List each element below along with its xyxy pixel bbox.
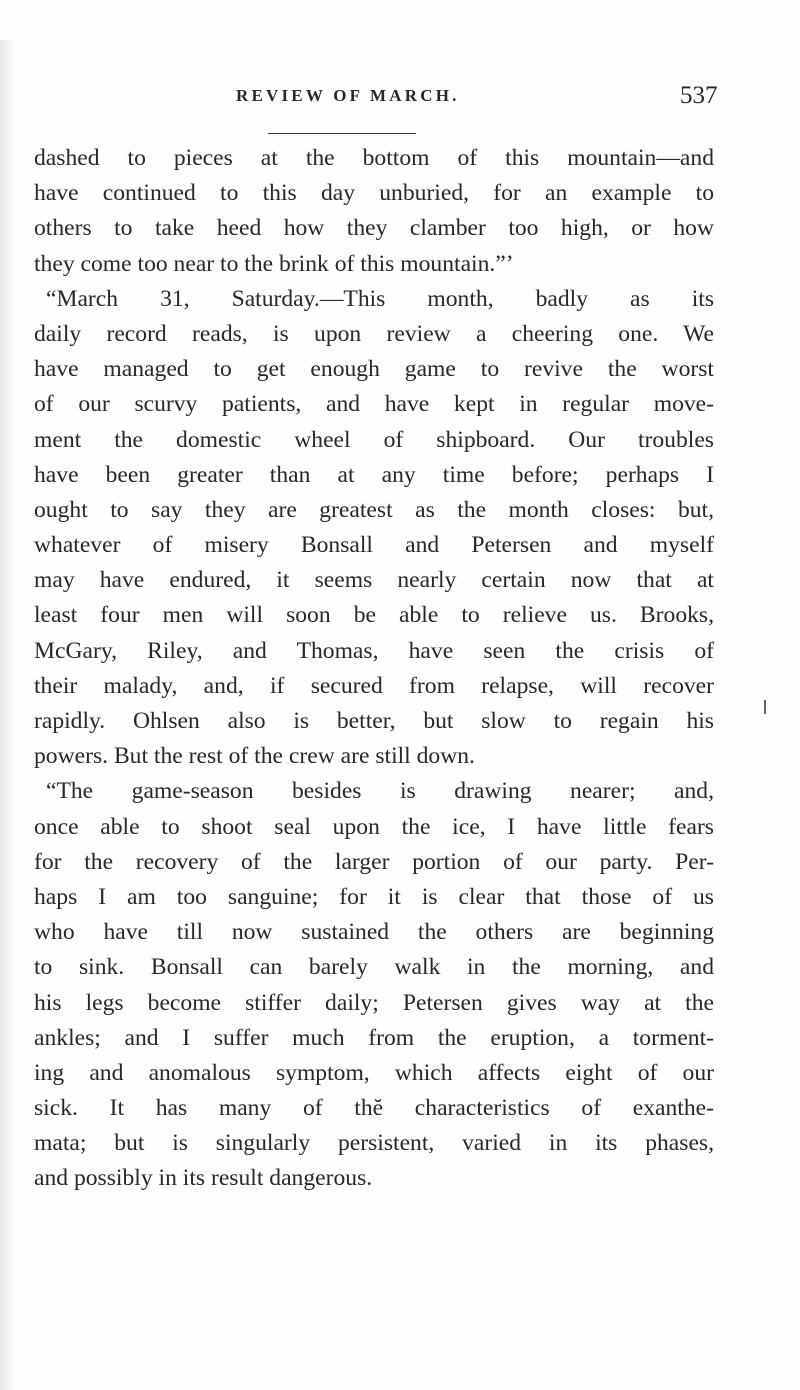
text-line: daily record reads, is upon review a cheering one. We xyxy=(34,320,714,347)
text-line: least four men will soon be able to relieve us. Brooks, xyxy=(34,602,714,629)
page-number: 537 xyxy=(680,82,718,109)
text-line: McGary, Riley, and Thomas, have seen the crisis of xyxy=(34,637,714,664)
text-line: ing and anomalous symptom, which affects eight of our xyxy=(34,1059,714,1086)
text-line: his legs become stiffer daily; Petersen gives way at the xyxy=(34,989,714,1016)
header-rule xyxy=(268,133,416,134)
text-line: may have endured, it seems nearly certain now that at xyxy=(34,567,714,594)
text-line: mata; but is singularly persistent, varied in its phases, xyxy=(34,1130,714,1157)
paragraph-start-line: “The game-season besides is drawing nearer; and, xyxy=(46,778,714,805)
text-line: ankles; and I suffer much from the eruption, a torment- xyxy=(34,1024,714,1051)
binding-shadow xyxy=(0,40,14,1390)
text-line: haps I am too sanguine; for it is clear that those of us xyxy=(34,883,714,910)
text-line: have managed to get enough game to revive the worst xyxy=(34,356,714,383)
running-head: REVIEW OF MARCH. xyxy=(236,86,460,105)
text-line: to sink. Bonsall can barely walk in the morning, and xyxy=(34,954,714,981)
text-line: have been greater than at any time before; perhaps I xyxy=(34,461,714,488)
text-line: for the recovery of the larger portion of our party. Per- xyxy=(34,848,714,875)
text-line: and possibly in its result dangerous. xyxy=(34,1165,373,1192)
text-line: powers. But the rest of the crew are still down. xyxy=(34,743,475,770)
text-line: others to take heed how they clamber too high, or how xyxy=(34,215,714,242)
page-header xyxy=(0,80,800,120)
text-line: their malady, and, if secured from relapse, will recover xyxy=(34,672,714,699)
text-line: rapidly. Ohlsen also is better, but slow to regain his xyxy=(34,708,714,734)
text-line: ment the domestic wheel of shipboard. Our troubles xyxy=(34,426,714,453)
text-line: of our scurvy patients, and have kept in regular move- xyxy=(34,391,714,418)
text-line: dashed to pieces at the bottom of this mountain—and xyxy=(34,145,714,171)
text-line: have continued to this day unburied, for an example to xyxy=(34,180,714,207)
body-text xyxy=(34,141,714,1197)
paragraph-start-line: “March 31, Saturday.—This month, badly as its xyxy=(46,285,714,312)
text-line: once able to shoot seal upon the ice, I have little fears xyxy=(34,813,714,840)
text-line: who have till now sustained the others are beginning xyxy=(34,919,714,946)
text-line: whatever of misery Bonsall and Petersen and myself xyxy=(34,532,714,559)
text-line: ought to say they are greatest as the month closes: but, xyxy=(34,496,714,523)
text-line: they come too near to the brink of this mountain.”’ xyxy=(34,250,514,277)
stray-print-mark xyxy=(764,700,766,714)
text-line: sick. It has many of thĕ characteristics of exanthe- xyxy=(34,1095,714,1122)
